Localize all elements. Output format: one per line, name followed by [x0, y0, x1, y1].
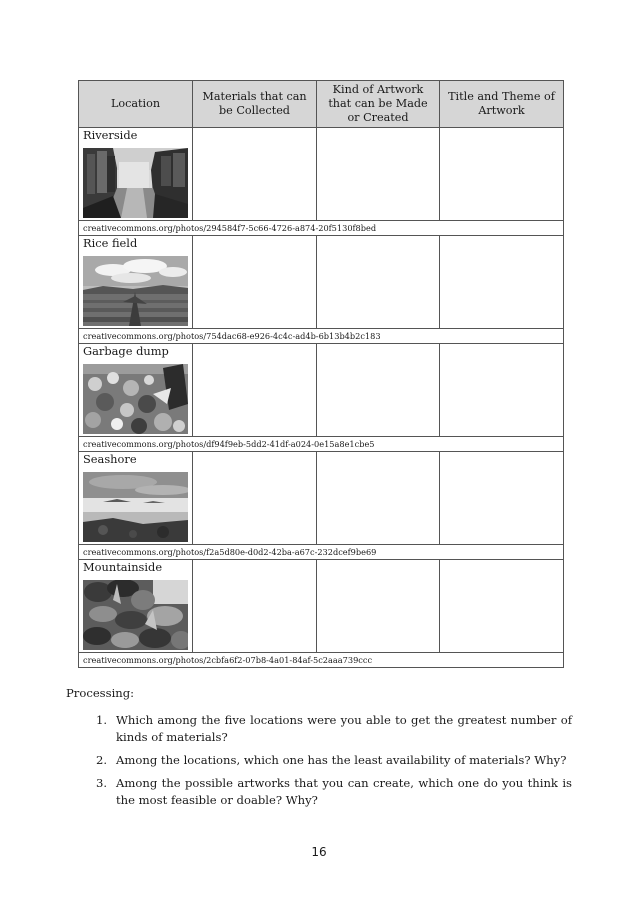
list-item	[96, 775, 572, 809]
photo-credit: creativecommons.org/photos/754dac68-e926-4c4c-ad4b-6b13b4b2c183	[79, 329, 564, 344]
title-theme-cell[interactable]	[440, 560, 564, 653]
photo-credit: creativecommons.org/photos/f2a5d80e-d0d2-42ba-a67c-232dcef9be69	[79, 545, 564, 560]
location-name: Riverside	[83, 128, 138, 142]
artwork-kind-cell[interactable]	[317, 560, 440, 653]
question-text: Among the possible artworks that you can create, which one do you think is the most feasible or doable? Why?	[116, 776, 572, 807]
question-number: 3.	[96, 776, 108, 790]
question-number: 2.	[96, 753, 108, 767]
table-row	[79, 128, 564, 221]
header-location: Location	[79, 81, 193, 128]
location-cell	[79, 560, 193, 653]
question-text: Among the locations, which one has the least availability of materials? Why?	[116, 753, 567, 767]
location-cell	[79, 452, 193, 545]
question-text: Which among the five locations were you able to get the greatest number of kinds of materials?	[116, 713, 572, 744]
location-cell	[79, 236, 193, 329]
title-theme-cell[interactable]	[440, 344, 564, 437]
title-theme-cell[interactable]	[440, 128, 564, 221]
location-name: Seashore	[83, 452, 137, 466]
processing-heading: Processing:	[66, 686, 135, 700]
artwork-kind-cell[interactable]	[317, 236, 440, 329]
location-name: Mountainside	[83, 560, 163, 574]
table-row	[79, 344, 564, 437]
seashore-photo	[83, 472, 188, 542]
header-artwork-kind: Kind of Artwork that can be Made or Created	[317, 81, 440, 128]
garbage-dump-photo	[83, 364, 188, 434]
table-row	[79, 236, 564, 329]
credit-row	[79, 653, 564, 668]
question-number: 1.	[96, 713, 108, 727]
materials-cell[interactable]	[193, 452, 317, 545]
riverside-photo	[83, 148, 188, 218]
rice-field-photo	[83, 256, 188, 326]
materials-cell[interactable]	[193, 560, 317, 653]
artwork-kind-cell[interactable]	[317, 128, 440, 221]
photo-credit: creativecommons.org/photos/2cbfa6f2-07b8-4a01-84af-5c2aaa739ccc	[79, 653, 564, 668]
credit-row	[79, 329, 564, 344]
location-name: Garbage dump	[83, 344, 169, 358]
header-title-theme: Title and Theme of Artwork	[440, 81, 564, 128]
location-cell	[79, 128, 193, 221]
processing-questions	[96, 712, 572, 815]
materials-cell[interactable]	[193, 344, 317, 437]
photo-credit: creativecommons.org/photos/294584f7-5c66-4726-a874-20f5130f8bed	[79, 221, 564, 236]
locations-table	[78, 80, 564, 668]
credit-row	[79, 437, 564, 452]
location-cell	[79, 344, 193, 437]
table-row	[79, 452, 564, 545]
table-header-row	[79, 81, 564, 128]
title-theme-cell[interactable]	[440, 236, 564, 329]
table-row	[79, 560, 564, 653]
credit-row	[79, 221, 564, 236]
photo-credit: creativecommons.org/photos/df94f9eb-5dd2-41df-a024-0e15a8e1cbe5	[79, 437, 564, 452]
artwork-kind-cell[interactable]	[317, 344, 440, 437]
materials-cell[interactable]	[193, 128, 317, 221]
materials-cell[interactable]	[193, 236, 317, 329]
list-item	[96, 712, 572, 746]
artwork-kind-cell[interactable]	[317, 452, 440, 545]
mountainside-photo	[83, 580, 188, 650]
page-number: 16	[311, 845, 327, 859]
title-theme-cell[interactable]	[440, 452, 564, 545]
credit-row	[79, 545, 564, 560]
location-name: Rice field	[83, 236, 138, 250]
list-item	[96, 752, 572, 769]
header-materials: Materials that can be Collected	[193, 81, 317, 128]
